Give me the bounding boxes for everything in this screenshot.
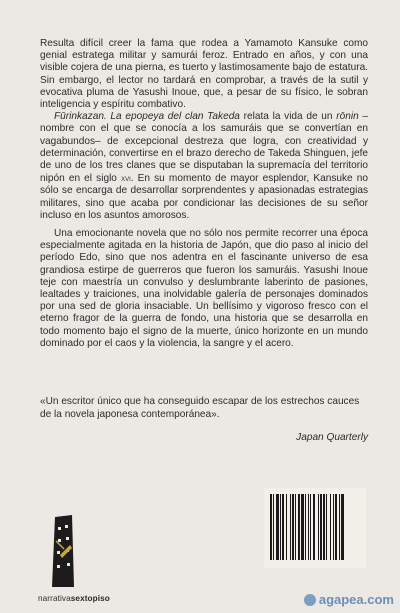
publisher-logo bbox=[38, 515, 122, 611]
watermark-logo-icon bbox=[304, 594, 316, 606]
building-icon bbox=[46, 515, 80, 589]
synopsis bbox=[40, 38, 368, 350]
synopsis-paragraph-2: Fūrinkazan. La epopeya del clan Takeda relata la vida de un rōnin –nombre con el que se conocía a los samuráis que se convertían en vagabundos– de excepcional destreza que logra, con creatividad y determinación, convertirse en el brazo derecho de Takeda Shinguen, jefe de uno de los tres clanes que se disputaban la supremacía del territorio nipón en el siglo xvi. En su momento de mayor esplendor, Kansuke no sólo se encarga de desarrollar sorprendentes y apasionadas estrategias militares, sino que acaba por condicionar las decisiones de su señor incluso en los asuntos amorosos. bbox=[40, 111, 369, 221]
watermark-text: agapea.com bbox=[318, 592, 394, 607]
review-source: Japan Quarterly bbox=[296, 432, 368, 443]
barcode bbox=[264, 488, 366, 568]
synopsis-paragraph-3: Una emocionante novela que no sólo nos permite recorrer una época especialmente agitada en la historia de Japón, que dio paso al inicio del período Edo, sino que nos adentra en el fascinante universo de esa grandiosa estirpe de guerreros que fueron los samuráis. Yasushi Inoue teje con maestría un convulso y deslumbrante laberinto de pasiones, lealtades y traiciones, una inolvidable galería de personajes dominados por una sed de gloria insaciable. Un bellísimo y vigoroso fresco con el eterno fragor de la guerra de fondo, una historia que se desarrolla en todo momento bajo el signo de la muerte, único horizonte en un mundo dominado por el caos y la violencia, la sangre y el acero. bbox=[40, 228, 368, 349]
book-title: Fūrinkazan. La epopeya del clan Takeda bbox=[54, 111, 240, 123]
barcode-bars bbox=[264, 488, 366, 568]
review-quote: «Un escritor único que ha conseguido escapar de los estrechos cauces de la novela japonesa contemporánea». bbox=[40, 396, 360, 420]
watermark bbox=[304, 592, 394, 607]
synopsis-paragraph-1: Resulta difícil creer la fama que rodea a Yamamoto Kansuke como genial estratega militar y samurái feroz. Entrado en años, y con una visible cojera de una pierna, es tuerto y lastimosamente bajo de estatura. Sin embargo, el lector no tardará en comprobar, a través de la sutil y evocativa pluma de Yasushi Inoue, que, a pesar de su físico, le sobran inteligencia y espíritu combativo. bbox=[40, 38, 368, 111]
publisher-name: narrativasextopiso bbox=[38, 594, 110, 603]
